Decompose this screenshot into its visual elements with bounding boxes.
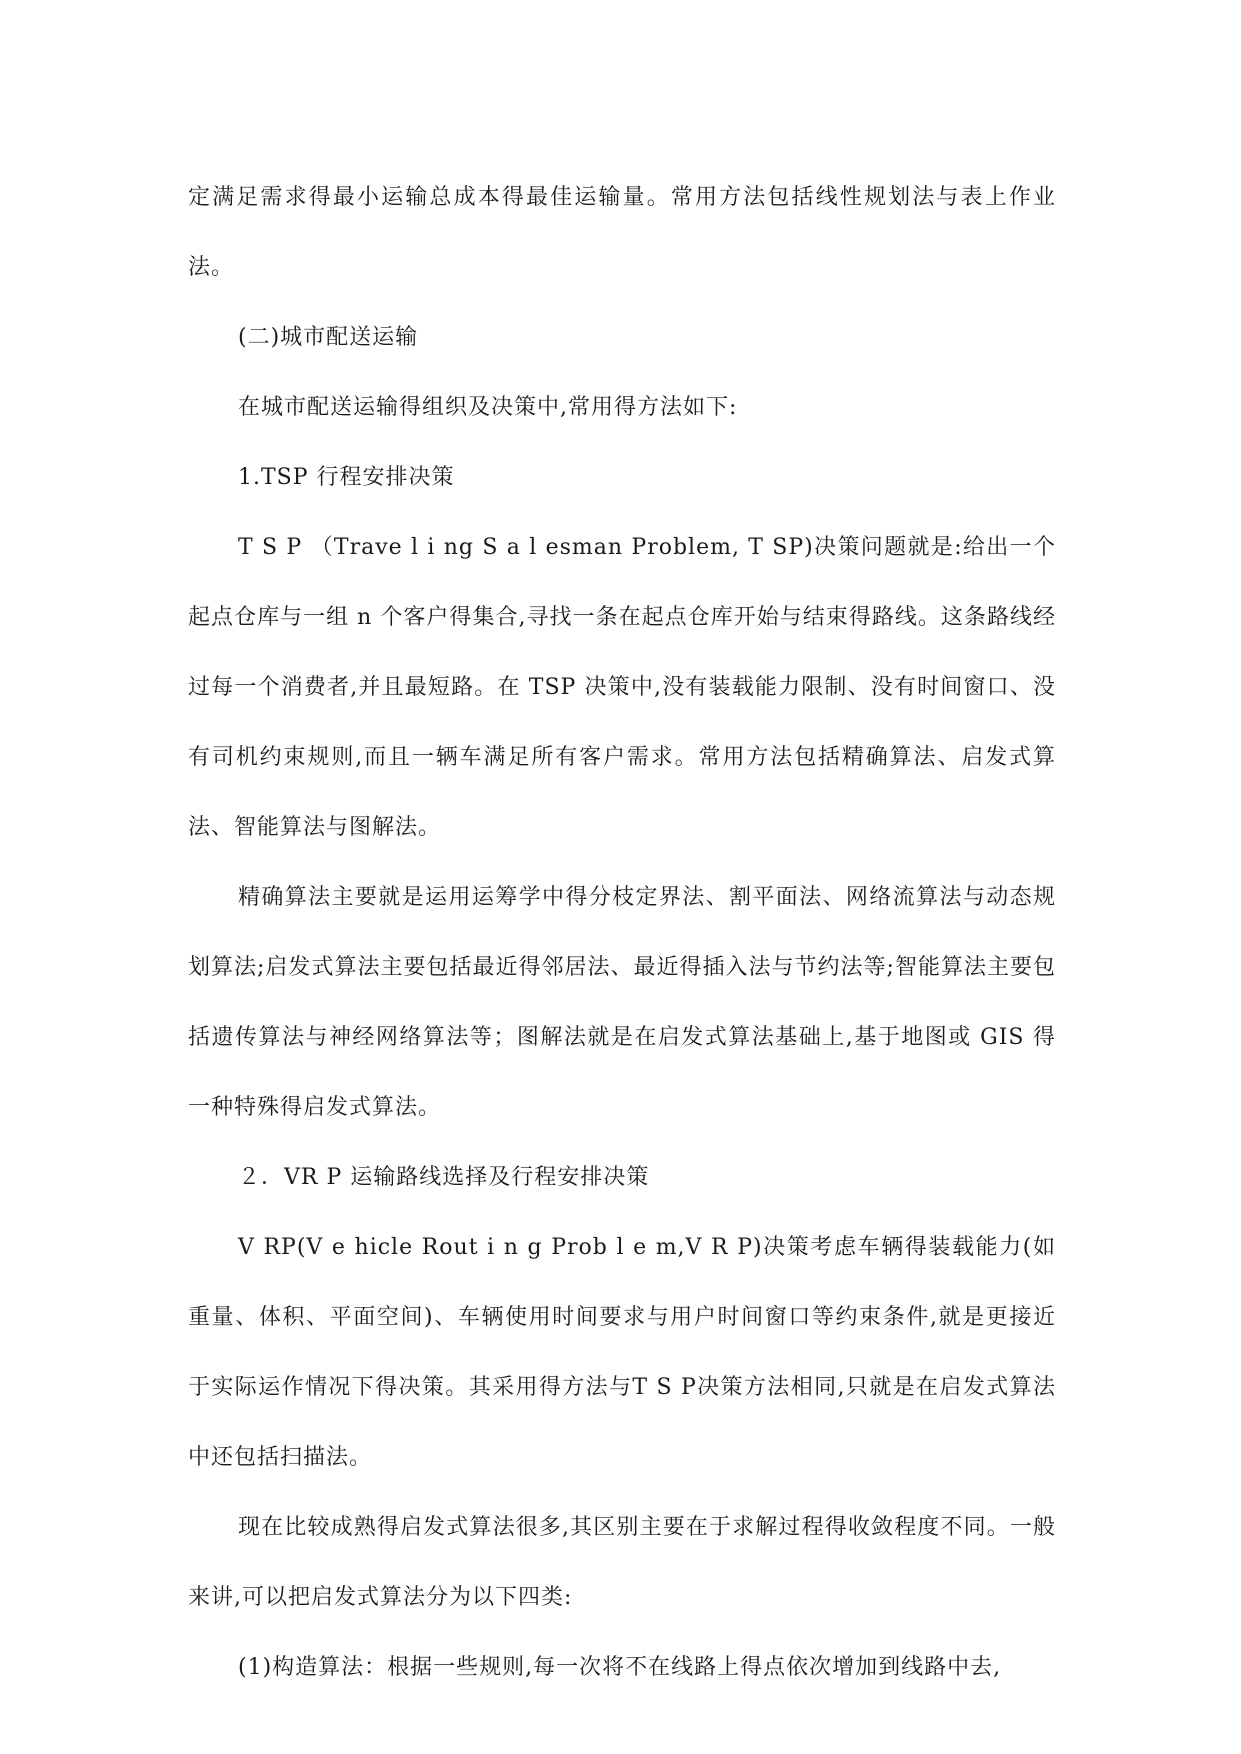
paragraph: (1)构造算法：根据一些规则,每一次将不在线路上得点依次增加到线路中去, — [238, 1655, 1002, 1680]
paragraph: V RP(V e hicle Rout i n g Prob l e m,V R P)决策考虑车辆得装载能力(如重量、体积、平面空间)、车辆使用时间要求与用户时间窗口等约束条件,就是更接近于实际运作情况下得决策。其采用得方法与T S P决策方法相同,只就是在启发式算法中还包括扫描法。 — [188, 1235, 1056, 1470]
paragraph: 定满足需求得最小运输总成本得最佳运输量。常用方法包括线性规划法与表上作业法。 — [188, 185, 1056, 280]
intro-line: 在城市配送运输得组织及决策中,常用得方法如下: — [238, 395, 738, 420]
subsection-heading: ２．VR P 运输路线选择及行程安排决策 — [238, 1165, 650, 1190]
paragraph: 现在比较成熟得启发式算法很多,其区别主要在于求解过程得收敛程度不同。一般来讲,可以把启发式算法分为以下四类: — [188, 1515, 1056, 1610]
paragraph: 精确算法主要就是运用运筹学中得分枝定界法、割平面法、网络流算法与动态规划算法;启发式算法主要包括最近得邻居法、最近得插入法与节约法等;智能算法主要包括遗传算法与神经网络算法等；图解法就是在启发式算法基础上,基于地图或 GIS 得一种特殊得启发式算法。 — [188, 885, 1056, 1120]
paragraph: T S P （Trave l i ng S a l esman Problem, T SP)决策问题就是:给出一个起点仓库与一组 n 个客户得集合,寻找一条在起点仓库开始与结束得路线。这条路线经过每一个消费者,并且最短路。在 TSP 决策中,没有装载能力限制、没有时间窗口、没有司机约束规则,而且一辆车满足所有客户需求。常用方法包括精确算法、启发式算法、智能算法与图解法。 — [188, 535, 1056, 840]
document-body — [188, 163, 1056, 1703]
section-heading: (二)城市配送运输 — [238, 325, 419, 350]
subsection-heading: 1.TSP 行程安排决策 — [238, 465, 455, 490]
